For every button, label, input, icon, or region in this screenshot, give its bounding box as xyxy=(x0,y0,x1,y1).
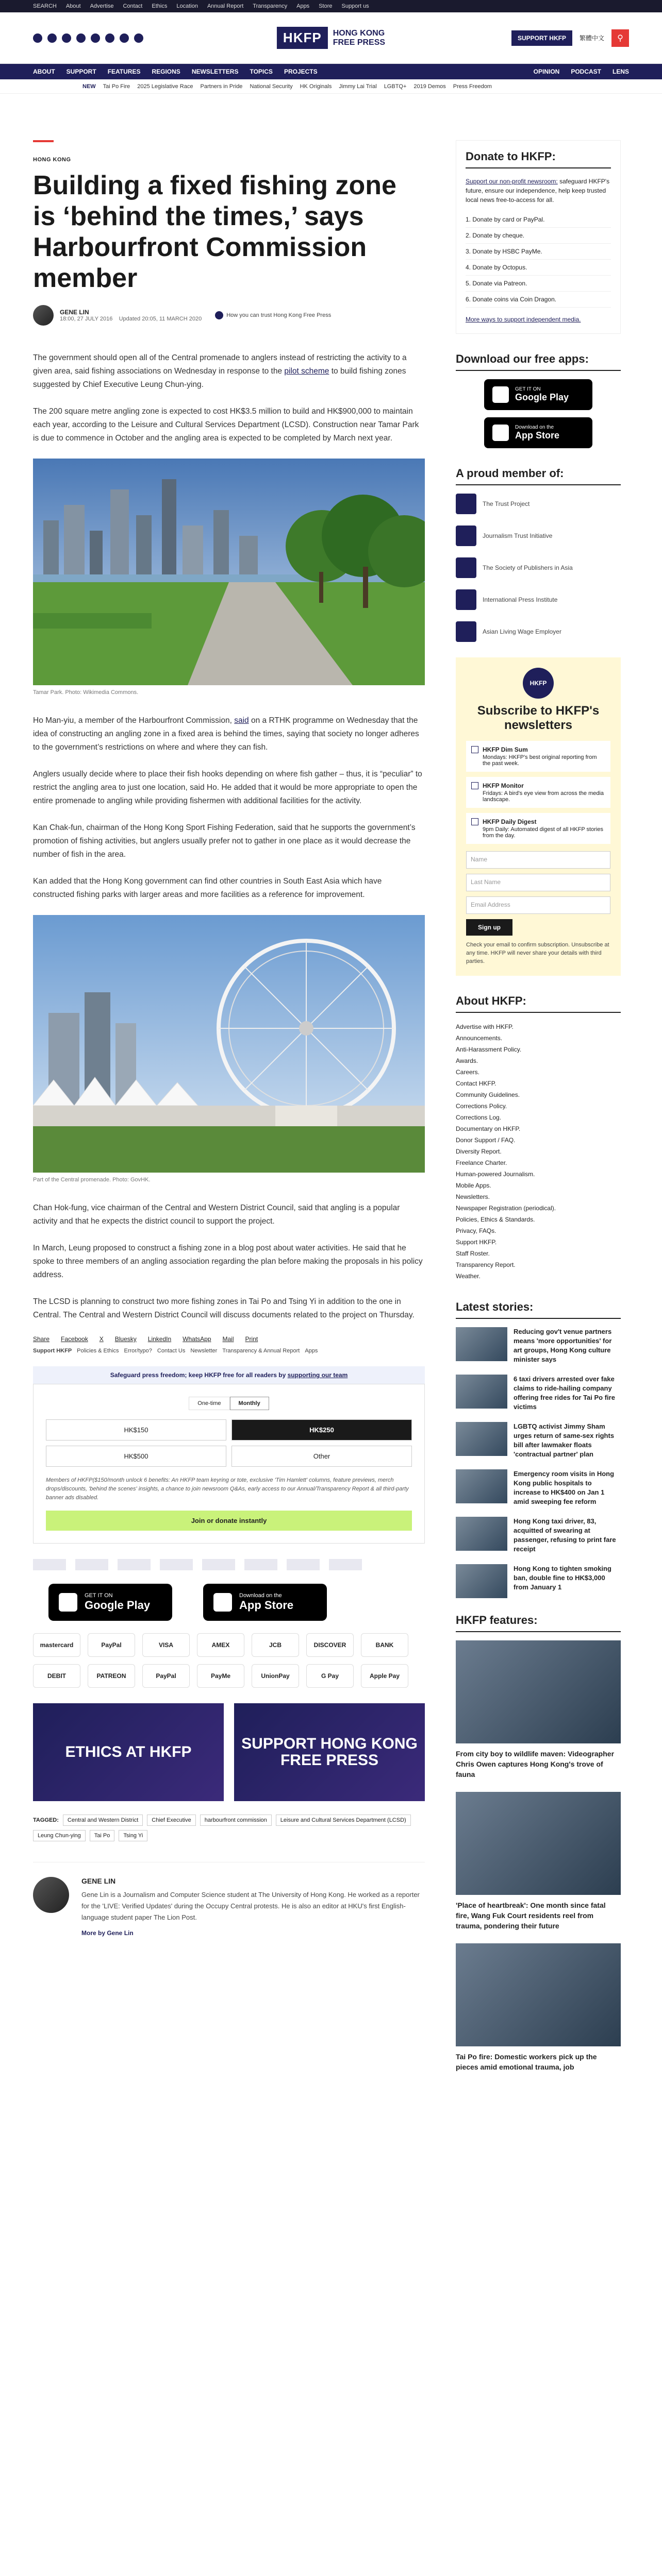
paragraph: In March, Leung proposed to construct a fishing zone in a blog post about water activities. He said that he spoke to three members of an angling association regarding the plan before making the proposals in his policy address. xyxy=(33,1244,423,1279)
tag-link[interactable]: Tai Po xyxy=(90,1830,115,1841)
support-hkfp-button[interactable]: SUPPORT HKFP xyxy=(511,30,572,46)
more-by-author-link[interactable]: More by Gene Lin xyxy=(81,1929,134,1937)
partner-logos xyxy=(33,1559,425,1570)
utility-link[interactable]: Location xyxy=(176,3,198,9)
social-links xyxy=(33,33,143,43)
payment-logo: JCB xyxy=(252,1633,299,1657)
linkedin-icon[interactable] xyxy=(91,33,100,43)
policy-link[interactable]: Error/typo? xyxy=(124,1348,152,1354)
avatar[interactable] xyxy=(33,305,54,326)
payment-logo: DISCOVER xyxy=(306,1633,354,1657)
share-link[interactable]: LinkedIn xyxy=(147,1335,172,1343)
payment-logo: PayPal xyxy=(88,1633,135,1657)
newsletter-option[interactable] xyxy=(466,741,610,772)
utility-link[interactable]: Apps xyxy=(296,3,310,9)
newsletter-name: HKFP Dim Sum xyxy=(483,746,528,753)
main-nav xyxy=(0,64,662,79)
donate-title: Donate to HKFP: xyxy=(466,150,611,168)
member-org[interactable] xyxy=(456,494,621,514)
facebook-icon[interactable] xyxy=(33,33,42,43)
nav-item[interactable]: OPINION xyxy=(533,68,560,75)
feature-item[interactable] xyxy=(456,1943,621,2072)
newsletter-signup xyxy=(456,657,621,976)
said-link[interactable]: said xyxy=(234,716,249,725)
story-title[interactable]: Hong Kong taxi driver, 83, acquitted of swearing at passenger, refusing to print fare receipt xyxy=(514,1517,616,1553)
donate-option-link[interactable]: 5. Donate via Patreon. xyxy=(466,276,611,292)
story-item[interactable] xyxy=(456,1469,621,1506)
trust-label: How you can trust Hong Kong Free Press xyxy=(226,312,332,318)
more-ways-link[interactable]: More ways to support independent media. xyxy=(466,316,581,323)
donate-option-link[interactable]: 4. Donate by Octopus. xyxy=(466,260,611,276)
partner-logo[interactable] xyxy=(287,1559,320,1570)
support-newsroom-link[interactable]: Support our non-profit newsroom: xyxy=(466,178,558,185)
utility-link[interactable]: Transparency xyxy=(253,3,288,9)
feature-title[interactable]: From city boy to wildlife maven: Videographer Chris Owen captures Hong Kong's trove of fauna xyxy=(456,1750,615,1778)
checkbox[interactable] xyxy=(471,746,478,753)
trending-item[interactable]: Partners in Pride xyxy=(200,83,243,90)
one-time-tab[interactable]: One-time xyxy=(189,1397,229,1410)
paragraph: Anglers usually decide where to place their fish hooks depending on where fish gather – thus, it is “peculiar” to restrict the angling area to just one location, said Ho. He added that it would be more appropriate to open the entire promenade to angling while providing fishermen with additional facilities for the activity. xyxy=(33,770,422,805)
checkbox[interactable] xyxy=(471,818,478,825)
trust-project-logo[interactable] xyxy=(33,1559,66,1570)
member-name: International Press Institute xyxy=(483,596,558,603)
utility-bar xyxy=(0,0,662,12)
author-name[interactable]: GENE LIN xyxy=(81,1877,116,1885)
share-link[interactable]: WhatsApp xyxy=(183,1335,211,1343)
sidebar xyxy=(456,140,621,2084)
tag-link[interactable]: Tsing Yi xyxy=(119,1830,147,1841)
member-org[interactable] xyxy=(456,557,621,578)
newsletter-note: Check your email to confirm subscription. Unsubscribe at any time. HKFP will never share your details with third parties. xyxy=(466,942,609,964)
amount-option[interactable]: HK$150 xyxy=(46,1419,226,1440)
newsletter-field[interactable]: Last Name xyxy=(466,874,610,891)
newsletter-name: HKFP Monitor xyxy=(483,782,524,789)
trending-item[interactable]: Jimmy Lai Trial xyxy=(339,83,377,90)
payment-logo: G Pay xyxy=(306,1664,354,1688)
donate-option-link[interactable]: 1. Donate by card or PayPal. xyxy=(466,212,611,228)
trust-link[interactable] xyxy=(215,311,331,319)
apple-icon xyxy=(492,425,509,441)
donate-option-link[interactable]: 3. Donate by HSBC PayMe. xyxy=(466,244,611,260)
about-link[interactable]: Corrections Policy. xyxy=(456,1103,507,1110)
about-link[interactable]: Policies, Ethics & Standards. xyxy=(456,1216,535,1223)
language-switch[interactable]: 繁體中文 xyxy=(579,35,604,42)
payment-logo: UnionPay xyxy=(252,1664,299,1688)
article-title: Building a fixed fishing zone is ‘behind the times,’ says Harbourfront Commission member xyxy=(33,171,396,293)
article xyxy=(33,140,425,2084)
story-item[interactable] xyxy=(456,1517,621,1554)
member-org[interactable] xyxy=(456,621,621,642)
payment-logo: PayMe xyxy=(197,1664,244,1688)
paragraph: The 200 square metre angling zone is expected to cost HK$3.5 million to build and HK$900,000 to maintain each year, according to the Leisure and Cultural Services Department (LCSD). Construction near Tamar Park is due to commence in October and the angling area is expected to be completed by March next year. xyxy=(33,407,419,443)
newsletter-option[interactable] xyxy=(466,813,610,844)
living-wage-logo[interactable] xyxy=(202,1559,235,1570)
donate-banner: Safeguard press freedom; keep HKFP free for all readers by supporting our team xyxy=(33,1366,425,1384)
trending-item[interactable]: 2019 Demos xyxy=(413,83,446,90)
byline xyxy=(33,305,425,326)
support-banner[interactable]: SUPPORT HONG KONG FREE PRESS xyxy=(234,1703,425,1801)
donate-panel: Donate to HKFP: Support our non-profit newsroom: safeguard HKFP's future, ensure our independence, help keep trusted local news free-to-access for all. 1. Donate by card or PayPal. 2. Donate by cheque. 3. Donate by HSBC PayMe. 4. Donate by Octopus. 5. Donate via Patreon. 6. Donate coins via Coin Dragon. More ways to support independent media. xyxy=(456,140,621,334)
app-store-button[interactable]: Download on the App Store xyxy=(484,417,592,448)
about-link[interactable]: Donor Support / FAQ. xyxy=(456,1137,516,1144)
membership-note: Members of HKFP($150/month unlock 6 benefits: An HKFP team keyring or tote, exclusive 'Tim Hamlett' columns, feature previews, merch drops/discounts, 'behind the scenes' insights, a chance to join newsroom Q&As, early access to our Annual/Transparency Report & all third-party banner ads disabled. xyxy=(46,1477,409,1501)
logo-line2: FREE PRESS xyxy=(333,38,386,47)
story-title[interactable]: Reducing gov't venue partners means 'more opportunities' for art groups, Hong Kong culture minister says xyxy=(514,1328,612,1363)
newsletter-field[interactable]: Email Address xyxy=(466,896,610,914)
rss-icon[interactable] xyxy=(134,33,143,43)
author-bio: Gene Lin is a Journalism and Computer Science student at The University of Hong Kong. He worked as a reporter for the 'LIVE: Verified Updates' during the Occupy Central protests. He is also an editor at HKU's first English-language student paper The Lion Post. xyxy=(81,1891,420,1921)
story-thumbnail[interactable] xyxy=(456,1517,507,1551)
article-category[interactable]: HONG KONG xyxy=(33,157,71,163)
policy-link[interactable]: Policies & Ethics xyxy=(77,1348,119,1354)
ipi-logo[interactable] xyxy=(160,1559,193,1570)
author-box xyxy=(33,1862,425,1937)
tag-link[interactable]: Leisure and Cultural Services Department (LCSD) xyxy=(276,1815,411,1826)
policy-link[interactable]: Transparency & Annual Report xyxy=(222,1348,300,1354)
amount-option-selected[interactable]: HK$250 xyxy=(231,1419,412,1440)
site-header xyxy=(0,12,662,64)
nav-item[interactable]: TOPICS xyxy=(250,68,273,75)
story-title[interactable]: 6 taxi drivers arrested over fake claims to ride-hailing company offering free rides for Tai Po fire victims xyxy=(514,1375,615,1411)
nav-item[interactable]: ABOUT xyxy=(33,68,55,75)
ethics-banner[interactable]: ETHICS AT HKFP xyxy=(33,1703,224,1801)
nav-item[interactable]: FEATURES xyxy=(107,68,141,75)
latest-stories xyxy=(456,1327,621,1598)
story-thumbnail[interactable] xyxy=(456,1469,507,1503)
share-link[interactable]: Bluesky xyxy=(114,1335,137,1343)
mail-icon[interactable] xyxy=(120,33,129,43)
nav-item[interactable]: PROJECTS xyxy=(284,68,318,75)
policy-links xyxy=(33,1348,425,1354)
nav-item[interactable]: REGIONS xyxy=(152,68,180,75)
utility-link[interactable]: About xyxy=(65,3,81,9)
about-link[interactable]: Newspaper Registration (periodical). xyxy=(456,1205,556,1212)
trending-item[interactable]: HK Originals xyxy=(300,83,332,90)
trending-item[interactable]: Press Freedom xyxy=(453,83,492,90)
policy-link[interactable]: Contact Us xyxy=(157,1348,186,1354)
trending-bar xyxy=(0,79,662,94)
payment-logo: VISA xyxy=(142,1633,190,1657)
partner-logo[interactable] xyxy=(329,1559,362,1570)
about-link[interactable]: Privacy, FAQs. xyxy=(456,1227,496,1234)
amount-options xyxy=(46,1419,412,1467)
app-store-button[interactable]: Download on the App Store xyxy=(203,1584,327,1621)
story-thumbnail[interactable] xyxy=(456,1327,507,1361)
paragraph: Kan Chak-fun, chairman of the Hong Kong Sport Fishing Federation, said that he supports the government’s promotion of fishing activities, but anglers usually prefer not to gather in one place as it would decrease the number of fish in the area. xyxy=(33,823,416,859)
member-list xyxy=(456,494,621,642)
newsletter-desc: Fridays: A bird's eye view from across the media landscape. xyxy=(483,790,604,803)
about-link[interactable]: Announcements. xyxy=(456,1035,503,1042)
story-title[interactable]: LGBTQ activist Jimmy Sham urges return of same-sex rights bill after lawmaker floats 'contractual partner' plan xyxy=(514,1422,615,1458)
donate-widget xyxy=(33,1384,425,1544)
feature-title[interactable]: Tai Po fire: Domestic workers pick up the pieces amid emotional trauma, job xyxy=(456,2053,597,2071)
trending-item[interactable]: 2025 Legislative Race xyxy=(137,83,193,90)
donate-option-link[interactable]: 6. Donate coins via Coin Dragon. xyxy=(466,292,611,308)
signup-button[interactable]: Sign up xyxy=(466,919,512,936)
payment-methods xyxy=(33,1633,425,1688)
utility-link[interactable]: Contact xyxy=(123,3,143,9)
hkfp-badge-icon: HKFP xyxy=(523,668,554,699)
story-thumbnail[interactable] xyxy=(456,1375,507,1409)
threads-icon[interactable] xyxy=(76,33,86,43)
share-link[interactable]: Facebook xyxy=(61,1335,88,1343)
updated-date: Updated 20:05, 11 MARCH 2020 xyxy=(119,316,202,322)
about-link[interactable]: Mobile Apps. xyxy=(456,1182,491,1189)
payment-logo: AMEX xyxy=(197,1633,244,1657)
share-link[interactable]: X xyxy=(99,1335,104,1343)
x-icon[interactable] xyxy=(47,33,57,43)
story-title[interactable]: Hong Kong to tighten smoking ban, double fine to HK$3,000 from January 1 xyxy=(514,1565,611,1591)
paragraph: The LCSD is planning to construct two more fishing zones in Tai Po and Tsing Yi in addition to the one in Central. The Central and Western District Council will discuss documents related to the project on Thursday. xyxy=(33,1297,415,1319)
about-links xyxy=(456,1021,621,1282)
feature-image[interactable] xyxy=(456,1943,621,2046)
about-title: About HKFP: xyxy=(456,994,621,1013)
nav-item[interactable]: NEWSLETTERS xyxy=(191,68,239,75)
share-link[interactable]: Mail xyxy=(222,1335,234,1343)
logo-mark: HKFP xyxy=(277,27,328,49)
newsletter-title: Subscribe to HKFP's newsletters xyxy=(477,704,600,732)
photo-caption: Tamar Park. Photo: Wikimedia Commons. xyxy=(33,689,139,696)
monthly-tab[interactable]: Monthly xyxy=(230,1397,269,1410)
about-link[interactable]: Awards. xyxy=(456,1057,478,1064)
donate-options xyxy=(466,212,611,308)
utility-link[interactable]: Store xyxy=(319,3,333,9)
utility-link[interactable]: Advertise xyxy=(90,3,114,9)
about-link[interactable]: Advertise with HKFP. xyxy=(456,1023,514,1030)
story-item[interactable] xyxy=(456,1564,621,1598)
instagram-icon[interactable] xyxy=(62,33,71,43)
support-team-link[interactable]: supporting our team xyxy=(287,1371,348,1379)
features-title: HKFP features: xyxy=(456,1614,621,1632)
pilot-scheme-link[interactable]: pilot scheme xyxy=(284,367,329,376)
logo-line1: HONG KONG xyxy=(333,28,385,38)
about-link[interactable]: Diversity Report. xyxy=(456,1148,502,1155)
member-name: Journalism Trust Initiative xyxy=(483,532,553,539)
google-play-icon xyxy=(492,386,509,403)
about-link[interactable]: Transparency Report. xyxy=(456,1261,516,1268)
central-promenade-photo xyxy=(33,915,425,1173)
search-icon[interactable]: ⚲ xyxy=(611,29,629,47)
feature-stories xyxy=(456,1640,621,2072)
policy-link[interactable]: Apps xyxy=(305,1348,318,1354)
payment-logo: PATREON xyxy=(88,1664,135,1688)
member-logo-icon xyxy=(456,621,476,642)
about-link[interactable]: Careers. xyxy=(456,1069,480,1076)
member-logo-icon xyxy=(456,526,476,546)
nav-item[interactable]: PODCAST xyxy=(571,68,601,75)
about-link[interactable]: Contact HKFP. xyxy=(456,1080,496,1087)
utility-link[interactable]: Annual Report xyxy=(207,3,244,9)
nav-item[interactable]: LENS xyxy=(612,68,629,75)
divider xyxy=(33,140,54,142)
join-donate-button[interactable]: Join or donate instantly xyxy=(46,1511,412,1531)
utility-link[interactable]: SEARCH xyxy=(33,3,57,9)
share-bar xyxy=(33,1335,425,1343)
tag-link[interactable]: harbourfront commission xyxy=(200,1815,272,1826)
paragraph: The government should open all of the Central promenade to anglers instead of restricting the activity to a given area, said fishing associations on Wednesday in response to the pilot scheme to build fishing zones suggested by Chief Executive Leung Chun-ying. xyxy=(33,353,407,389)
member-org[interactable] xyxy=(456,589,621,610)
about-link[interactable]: Newsletters. xyxy=(456,1193,490,1200)
google-play-button[interactable]: GET IT ON Google Play xyxy=(48,1584,172,1621)
checkbox[interactable] xyxy=(471,782,478,789)
paragraph: Kan added that the Hong Kong government can find other countries in South East Asia which have constructed fishing parks with larger areas and more facilities as a reference for improvement. xyxy=(33,877,382,899)
about-link[interactable]: Documentary on HKFP. xyxy=(456,1125,521,1132)
trending-item[interactable]: National Security xyxy=(250,83,293,90)
donate-option-link[interactable]: 2. Donate by cheque. xyxy=(466,228,611,244)
photo-caption: Part of the Central promenade. Photo: GovHK. xyxy=(33,1177,151,1183)
about-link[interactable]: Support HKFP. xyxy=(456,1239,497,1246)
story-item[interactable] xyxy=(456,1375,621,1412)
member-title: A proud member of: xyxy=(456,467,621,485)
payment-logo: DEBIT xyxy=(33,1664,80,1688)
trending-item[interactable]: Tai Po Fire xyxy=(103,83,130,90)
newsletter-field[interactable]: Name xyxy=(466,851,610,869)
payment-logo: PayPal xyxy=(142,1664,190,1688)
latest-title: Latest stories: xyxy=(456,1300,621,1319)
app-store-buttons xyxy=(33,1584,425,1621)
trending-item[interactable]: LGBTQ+ xyxy=(384,83,407,90)
member-org[interactable] xyxy=(456,526,621,546)
jti-logo[interactable] xyxy=(75,1559,108,1570)
newsletter-desc: 9pm Daily: Automated digest of all HKFP stories from the day. xyxy=(483,826,603,839)
payment-logo: Apple Pay xyxy=(361,1664,408,1688)
payment-logo: BANK xyxy=(361,1633,408,1657)
about-link[interactable]: Freelance Charter. xyxy=(456,1159,507,1166)
about-link[interactable]: Human-powered Journalism. xyxy=(456,1171,535,1178)
tag-link[interactable]: Leung Chun-ying xyxy=(33,1830,86,1841)
policy-link[interactable]: Newsletter xyxy=(190,1348,218,1354)
about-link[interactable]: Anti-Harassment Policy. xyxy=(456,1046,522,1053)
member-name: The Society of Publishers in Asia xyxy=(483,564,573,571)
about-link[interactable]: Community Guidelines. xyxy=(456,1091,520,1098)
feature-title[interactable]: 'Place of heartbreak': One month since fatal fire, Wang Fuk Court residents reel from trauma, pondering their future xyxy=(456,1901,606,1930)
about-link[interactable]: Corrections Log. xyxy=(456,1114,502,1121)
youtube-icon[interactable] xyxy=(105,33,114,43)
utility-link[interactable]: Ethics xyxy=(152,3,168,9)
feature-item[interactable] xyxy=(456,1640,621,1780)
feature-item[interactable] xyxy=(456,1792,621,1931)
tags-label: TAGGED: xyxy=(33,1817,59,1823)
payment-logo: mastercard xyxy=(33,1633,80,1657)
about-link[interactable]: Weather. xyxy=(456,1273,481,1280)
feature-image[interactable] xyxy=(456,1792,621,1895)
paragraph: Ho Man-yiu, a member of the Harbourfront Commission, said on a RTHK programme on Wednesday that the idea of constructing an angling zone in a fixed area is behind the times, saying that society no longer adheres to the government’s restrictions on where and where they can fish. xyxy=(33,716,419,752)
utility-link[interactable]: Support us xyxy=(341,3,369,9)
avatar[interactable] xyxy=(33,1877,69,1913)
trending-label: NEW xyxy=(82,83,96,90)
feature-image[interactable] xyxy=(456,1640,621,1743)
newsletter-desc: Mondays: HKFP's best original reporting from the past week. xyxy=(483,754,597,767)
amount-option[interactable]: HK$500 xyxy=(46,1446,226,1467)
nav-item[interactable]: SUPPORT xyxy=(66,68,96,75)
story-item[interactable] xyxy=(456,1422,621,1459)
member-logo-icon xyxy=(456,589,476,610)
tag-link[interactable]: Chief Executive xyxy=(147,1815,195,1826)
sopa-logo[interactable] xyxy=(118,1559,151,1570)
support-link[interactable]: Support HKFP xyxy=(33,1348,72,1354)
check-badge-icon xyxy=(215,311,223,319)
partner-logo[interactable] xyxy=(244,1559,277,1570)
promo-banners xyxy=(33,1703,425,1801)
about-link[interactable]: Staff Roster. xyxy=(456,1250,490,1257)
story-thumbnail[interactable] xyxy=(456,1564,507,1598)
author-name[interactable]: GENE LIN xyxy=(60,309,89,316)
member-name: Asian Living Wage Employer xyxy=(483,628,561,635)
amount-option-other[interactable]: Other xyxy=(231,1446,412,1467)
google-play-button[interactable]: GET IT ON Google Play xyxy=(484,379,592,410)
paragraph: Chan Hok-fung, vice chairman of the Central and Western District Council, said that angling is a popular activity and that he expects the district council to support the project. xyxy=(33,1204,400,1226)
apple-icon xyxy=(213,1593,232,1612)
publish-date: 18:00, 27 JULY 2016 xyxy=(60,316,113,322)
google-play-icon xyxy=(59,1593,77,1612)
member-logo-icon xyxy=(456,557,476,578)
apps-title: Download our free apps: xyxy=(456,352,621,371)
member-name: The Trust Project xyxy=(483,500,530,507)
share-link[interactable]: Print xyxy=(245,1335,258,1343)
tamar-park-photo xyxy=(33,459,425,685)
member-logo-icon xyxy=(456,494,476,514)
newsletter-name: HKFP Daily Digest xyxy=(483,818,537,825)
story-title[interactable]: Emergency room visits in Hong Kong public hospitals to increase to HK$400 on Jan 1 amid sweeping fee reform xyxy=(514,1470,615,1505)
story-item[interactable] xyxy=(456,1327,621,1364)
frequency-toggle xyxy=(46,1397,412,1410)
tag-list xyxy=(33,1815,425,1841)
site-logo[interactable] xyxy=(277,27,385,49)
share-link[interactable]: Share xyxy=(33,1335,50,1343)
newsletter-option[interactable] xyxy=(466,777,610,808)
tag-link[interactable]: Central and Western District xyxy=(63,1815,143,1826)
story-thumbnail[interactable] xyxy=(456,1422,507,1456)
